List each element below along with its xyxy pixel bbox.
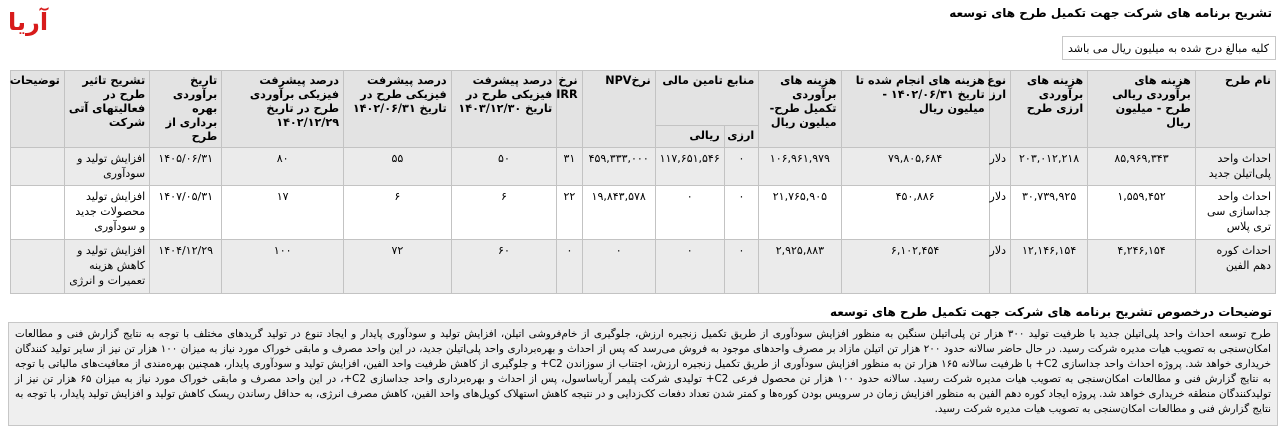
header-notes: توضیحات [11, 71, 65, 148]
table-row [11, 240, 1276, 294]
cell-currency: دلار [989, 240, 1010, 294]
cell-fx-cost: ۳۰,۷۳۹,۹۲۵ [1011, 186, 1088, 240]
cell-fx-cost: ۱۲,۱۴۶,۱۵۴ [1011, 240, 1088, 294]
cell-progress-1403: ۶ [451, 186, 557, 240]
cell-rial-cost: ۸۵,۹۶۹,۳۴۳ [1088, 148, 1196, 186]
header-remaining: هزینه های برآوردی تکمیل طرح- میلیون ریال [759, 71, 841, 148]
cell-progress-1402-12: ۸۰ [222, 148, 344, 186]
cell-financing-rial: ۱۱۷,۶۵۱,۵۴۶ [655, 148, 724, 186]
explanation-text: طرح توسعه احداث واحد پلی‌اتیلن جدید با ظرفیت تولید ۳۰۰ هزار تن پلی‌اتیلن سنگین به منظور افزایش سودآوری از طریق تکمیل زنجیره ارزش، جلوگیری از خام‌فروشی اتیلن، افزایش تولید و سودآوری پایدار و ایجاد تنوع در تولید گریدهای مختلف با توجه به نتایج گزارش فنی و مطالعات امکان‌سنجی به تصویب هیات مدیره شرکت رسید. در حال حاضر سالانه حدود ۲۰۰ هزار تن اتیلن مازاد بر مصرف واحدهای موجود به فروش می‌رسد که پس از احداث و بهره‌برداری واحد پلی‌اتیلن جدید، در این واحد مصرف و مابقی خوراک مورد نیاز به میزان ۱۰۰ هزار تن نیز از سایر تولید کنندگان خریداری خواهد شد. پروژه احداث واحد جداسازی C2+ با ظرفیت سالانه ۱۶۵ هزار تن به منظور افزایش سودآوری از طریق تکمیل زنجیره ارزش، اجتناب از سوزاندن C2+ و جلوگیری از کاهش ظرفیت واحد الفین، افزایش تولید و سودآوری پایدار، همچنین بهره‌مندی از معافیت‌های مالیاتی با توجه به نتایج گزارش فنی و مطالعات امکان‌سنجی به تصویب هیات مدیره شرکت رسید. سالانه حدود ۱۰۰ هزار تن محصول فرعی C2+ تولیدی شرکت پلیمر آریاساسول، پس از احداث و بهره‌برداری واحد جداسازی C2+، در این واحد مصرف و مابقی خوراک مورد نیاز به میزان ۶۵ هزار تن نیز از تولیدکنندگان منطقه خریداری خواهد شد. پروژه ایجاد کوره دهم الفین به منظور افزایش زمان در سرویس بودن کوره‌ها و کمتر شدن تعداد دفعات کک‌زدایی و در نتیجه کاهش استهلاک کویل‌های واحد الفین، کاهش مصرف انرژی، به حداقل رساندن ریسک کاهش تولید و افزایش تولید پایدار، با توجه به نتایج گزارش فنی و مطالعات امکان‌سنجی به تصویب هیات مدیره شرکت رسید. [8, 322, 1278, 426]
cell-financing-fx: ۰ [724, 240, 759, 294]
cell-financing-fx: ۰ [724, 148, 759, 186]
table-row [11, 148, 1276, 186]
header-spent: هزینه های انجام شده تا تاریخ ۱۴۰۲/۰۶/۳۱ - میلیون ریال [841, 71, 989, 148]
header-financing-fx: ارزی [724, 125, 759, 147]
cell-plan-name: احداث واحد جداسازی سی تری پلاس [1195, 186, 1275, 240]
cell-progress-1403: ۵۰ [451, 148, 557, 186]
cell-remaining: ۲۱,۷۶۵,۹۰۵ [759, 186, 841, 240]
cell-remaining: ۱۰۶,۹۶۱,۹۷۹ [759, 148, 841, 186]
cell-notes [11, 148, 65, 186]
header-fx-cost: هزینه های برآوردی ارزی طرح [1011, 71, 1088, 148]
cell-impact: افزایش تولید محصولات جدید و سودآوری [64, 186, 149, 240]
cell-progress-1402-06: ۷۲ [344, 240, 452, 294]
currency-note: کلیه مبالغ درج شده به میلیون ریال می باشد [1062, 36, 1276, 60]
cell-npv: ۰ [582, 240, 655, 294]
header-irr: نرخ IRR [557, 71, 582, 148]
company-logo: آریا [8, 8, 49, 36]
header-progress-1403: درصد پیشرفت فیزیکی طرح در تاریخ ۱۴۰۳/۱۲/۳۰ [451, 71, 557, 148]
cell-spent: ۴۵۰,۸۸۶ [841, 186, 989, 240]
header-progress-1402-12: درصد پیشرفت فیزیکی برآوردی طرح در تاریخ ۱۴۰۲/۱۲/۲۹ [222, 71, 344, 148]
header-operation-date: تاریخ برآوردی بهره برداری از طرح [150, 71, 222, 148]
cell-remaining: ۲,۹۲۵,۸۸۳ [759, 240, 841, 294]
cell-npv: ۴۵۹,۳۳۳,۰۰۰ [582, 148, 655, 186]
cell-financing-rial: ۰ [655, 186, 724, 240]
cell-currency: دلار [989, 148, 1010, 186]
cell-progress-1402-06: ۵۵ [344, 148, 452, 186]
cell-spent: ۶,۱۰۲,۴۵۴ [841, 240, 989, 294]
cell-impact: افزایش تولید و سودآوری [64, 148, 149, 186]
header-financing: منابع تامین مالی [655, 71, 759, 126]
cell-irr: ۲۲ [557, 186, 582, 240]
cell-impact: افزایش تولید و کاهش هزینه تعمیرات و انرژی [64, 240, 149, 294]
cell-plan-name: احداث واحد پلی‌اتیلن جدید [1195, 148, 1275, 186]
header-impact: تشریح تاثیر طرح در فعالیتهای آتی شرکت [64, 71, 149, 148]
cell-financing-fx: ۰ [724, 186, 759, 240]
header-financing-rial: ریالی [655, 125, 724, 147]
header-rial-cost: هزینه های برآوردی ریالی طرح - میلیون ریال [1088, 71, 1196, 148]
cell-plan-name: احداث کوره دهم الفین [1195, 240, 1275, 294]
cell-notes [11, 240, 65, 294]
cell-fx-cost: ۲۰۳,۰۱۲,۲۱۸ [1011, 148, 1088, 186]
development-plans-table [10, 70, 1276, 294]
header-plan-name: نام طرح [1195, 71, 1275, 148]
cell-operation-date: ۱۴۰۷/۰۵/۳۱ [150, 186, 222, 240]
header-npv: نرخNPV [582, 71, 655, 148]
cell-irr: ۰ [557, 240, 582, 294]
cell-operation-date: ۱۴۰۴/۱۲/۲۹ [150, 240, 222, 294]
cell-financing-rial: ۰ [655, 240, 724, 294]
cell-progress-1402-12: ۱۷ [222, 186, 344, 240]
cell-rial-cost: ۴,۲۴۶,۱۵۴ [1088, 240, 1196, 294]
cell-currency: دلار [989, 186, 1010, 240]
cell-notes [11, 186, 65, 240]
cell-operation-date: ۱۴۰۵/۰۶/۳۱ [150, 148, 222, 186]
cell-progress-1403: ۶۰ [451, 240, 557, 294]
cell-spent: ۷۹,۸۰۵,۶۸۴ [841, 148, 989, 186]
cell-progress-1402-06: ۶ [344, 186, 452, 240]
cell-irr: ۳۱ [557, 148, 582, 186]
explanation-title: توضیحات درخصوص تشریح برنامه های شرکت جهت تکمیل طرح های توسعه [829, 305, 1272, 319]
table-row [11, 186, 1276, 240]
cell-npv: ۱۹,۸۴۳,۵۷۸ [582, 186, 655, 240]
cell-rial-cost: ۱,۵۵۹,۴۵۲ [1088, 186, 1196, 240]
cell-progress-1402-12: ۱۰۰ [222, 240, 344, 294]
header-currency: نوع ارز [989, 71, 1010, 148]
header-progress-1402-06: درصد پیشرفت فیزیکی طرح در تاریخ ۱۴۰۲/۰۶/۳۱ [344, 71, 452, 148]
page-title: تشریح برنامه های شرکت جهت تکمیل طرح های توسعه [949, 6, 1272, 20]
